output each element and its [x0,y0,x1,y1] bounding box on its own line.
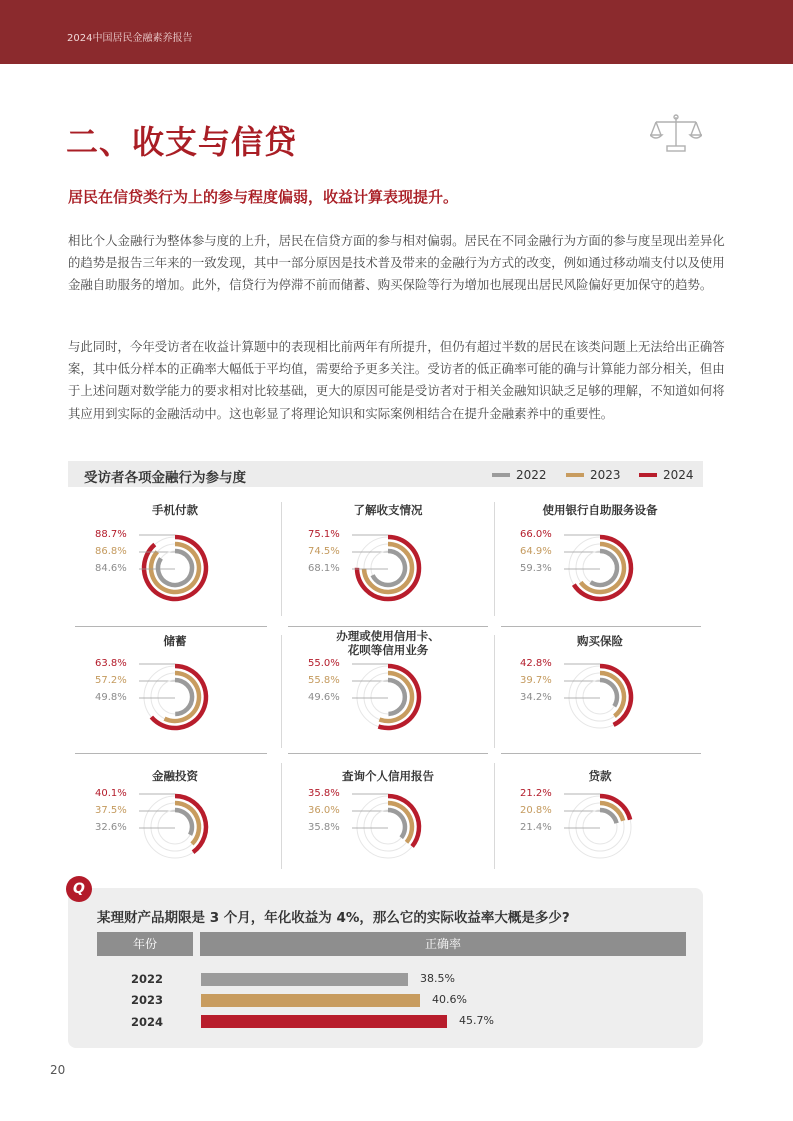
radial-chart [560,787,640,867]
legend-item-2024 [639,468,694,482]
value-label-2022: 34.2% [520,692,552,703]
legend-label-2024: 2024 [663,468,694,482]
grid-divider [75,626,267,627]
paragraph-2: 与此同时，今年受访者在收益计算题中的表现相比前两年有所提升，但仍有超过半数的居民在该类问题上无法给出正确答案，其中低分样本的正确率大幅低于平均值，需要给予更多关注。受访者的低正确率可能的确与计算能力部分相关，但由于上述问题对数学能力的要求相对比较基础，更大的原因可能是受访者对于相关金融知识缺乏足够的理解，不知道如何将其应用到实际的金融活动中。这也彰显了将理论知识和实际案例相结合在提升金融素养中的重要性。 [68,339,725,421]
value-label-2022: 35.8% [308,822,340,833]
grid-divider [75,753,267,754]
quiz-question: 某理财产品期限是 3 个月，年化收益为 4%，那么它的实际收益率大概是多少? [97,910,570,926]
accuracy-value: 38.5% [420,972,455,985]
table-header-accuracy: 正确率 [200,932,686,956]
year-label: 2022 [131,972,164,986]
panel-title: 贷款 [588,769,612,783]
accuracy-bar [201,994,420,1007]
radial-chart [135,528,215,608]
radial-chart [135,787,215,867]
value-label-2024: 63.8% [95,658,127,669]
panel-title-line: 办理或使用信用卡、 [336,629,440,643]
grid-divider [288,626,488,627]
ring-arc-2022 [388,680,405,714]
value-label-2024: 55.0% [308,658,340,669]
ring-arc-2022 [591,551,617,585]
year-label: 2024 [131,1015,164,1029]
ring-arc-2022 [600,810,617,823]
radial-chart [560,528,640,608]
value-label-2023: 55.8% [308,675,340,686]
panel-title: 购买保险 [577,634,623,648]
value-label-2023: 39.7% [520,675,552,686]
panel-title: 了解收支情况 [353,503,423,517]
value-label-2022: 32.6% [95,822,127,833]
panel-title: 储蓄 [163,634,187,648]
value-label-2023: 37.5% [95,805,127,816]
ring-arc-2024 [144,537,206,599]
value-label-2023: 57.2% [95,675,127,686]
panel-title [308,629,468,657]
value-label-2023: 20.8% [520,805,552,816]
legend-label-2023: 2023 [590,468,621,482]
radial-chart [135,657,215,737]
value-label-2024: 66.0% [520,529,552,540]
value-label-2023: 74.5% [308,546,340,557]
page-number: 20 [50,1063,66,1077]
value-label-2024: 21.2% [520,788,552,799]
chart-header [68,461,703,487]
grid-divider [281,502,282,616]
panel-title: 查询个人信用报告 [342,769,434,783]
ring-arc-2022 [388,810,405,838]
grid-divider [288,753,488,754]
value-label-2022: 68.1% [308,563,340,574]
balance-scale-icon [650,113,702,153]
ring-arc-2022 [175,680,192,714]
value-label-2024: 42.8% [520,658,552,669]
accuracy-value: 45.7% [459,1014,494,1027]
question-badge: Q [66,876,92,902]
year-label: 2023 [131,993,164,1007]
panel-title: 手机付款 [152,503,198,517]
value-label-2022: 21.4% [520,822,552,833]
panel-title-line: 花呗等信用业务 [347,643,429,657]
ring-arc-2022 [600,680,617,706]
radial-chart [348,528,428,608]
grid-divider [494,502,495,616]
grid-divider [501,626,701,627]
value-label-2023: 86.8% [95,546,127,557]
accuracy-bar [201,1015,447,1028]
table-header-year: 年份 [97,932,193,956]
value-label-2022: 59.3% [520,563,552,574]
ring-arc-2022 [175,810,192,835]
paragraph-1: 相比个人金融行为整体参与度的上升，居民在信贷方面的参与相对偏弱。居民在不同金融行为方面的参与度呈现出差异化的趋势是报告三年来的一致发现，其中一部分原因是技术普及带来的金融行为方式的改变，例如通过移动端支付以及使用金融自助服务的增加。此外，信贷行为停滞不前而储蓄、购买保险等行为增加也展现出居民风险偏好更加保守的趋势。 [68,233,725,293]
value-label-2023: 36.0% [308,805,340,816]
grid-divider [494,763,495,869]
section-title: 二、收支与信贷 [66,123,298,161]
radial-chart [348,657,428,737]
value-label-2022: 49.6% [308,692,340,703]
accuracy-value: 40.6% [432,993,467,1006]
grid-divider [494,635,495,748]
panel-title: 金融投资 [152,769,198,783]
value-label-2024: 75.1% [308,529,340,540]
header-band [0,0,793,64]
value-label-2023: 64.9% [520,546,552,557]
legend-item-2023 [566,468,621,482]
value-label-2024: 35.8% [308,788,340,799]
legend-swatch-2024 [639,473,657,477]
radial-chart [560,657,640,737]
chart-title: 受访者各项金融行为参与度 [84,470,246,486]
accuracy-bar [201,973,408,986]
grid-divider [281,763,282,869]
value-label-2024: 88.7% [95,529,127,540]
radial-chart [348,787,428,867]
value-label-2024: 40.1% [95,788,127,799]
grid-divider [501,753,701,754]
legend-label-2022: 2022 [516,468,547,482]
value-label-2022: 49.8% [95,692,127,703]
report-title: 2024中国居民金融素养报告 [67,33,193,44]
ring-arc-2022 [373,551,405,585]
legend-item-2022 [492,468,547,482]
panel-title: 使用银行自助服务设备 [542,503,658,517]
value-label-2022: 84.6% [95,563,127,574]
section-subtitle: 居民在信贷类行为上的参与程度偏弱，收益计算表现提升。 [68,188,459,206]
legend-swatch-2023 [566,473,584,477]
legend-swatch-2022 [492,473,510,477]
grid-divider [281,635,282,748]
